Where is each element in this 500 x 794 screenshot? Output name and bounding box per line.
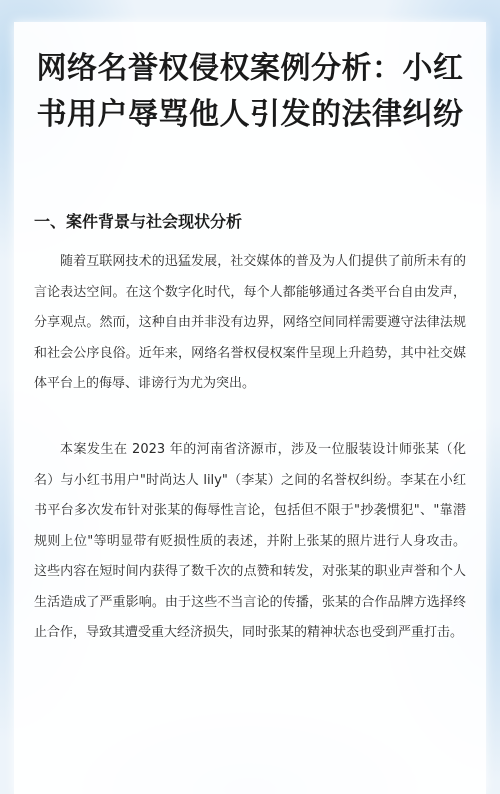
paragraph-case-details: 本案发生在 2023 年的河南省济源市，涉及一位服装设计师张某（化名）与小红书用户"时尚达人 lily"（李某）之间的名誉权纠纷。李某在小红书平台多次发布针对张某的侮辱性言论，包括但不限于"抄袭惯犯"、"靠潜规则上位"等明显带有贬损性质的表述，并附上张某的照片进行人身攻击。这些内容在短时间内获得了数千次的点赞和转发，对张某的职业声誉和个人生活造成了严重影响。由于这些不当言论的传播，张某的合作品牌方选择终止合作，导致其遭受重大经济损失，同时张某的精神状态也受到严重打击。 <box>34 442 466 640</box>
section-heading: 一、案件背景与社会现状分析 <box>34 212 243 231</box>
paragraph-background: 随着互联网技术的迅猛发展，社交媒体的普及为人们提供了前所未有的言论表达空间。在这个数字化时代，每个人都能够通过各类平台自由发声，分享观点。然而，这种自由并非没有边界，网络空间同样需要遵守法律法规和社会公序良俗。近年来，网络名誉权侵权案件呈现上升趋势，其中社交媒体平台上的侮辱、诽谤行为尤为突出。 <box>34 254 466 391</box>
page-title: 网络名誉权侵权案例分析：小红书用户辱骂他人引发的法律纠纷 <box>36 51 464 132</box>
